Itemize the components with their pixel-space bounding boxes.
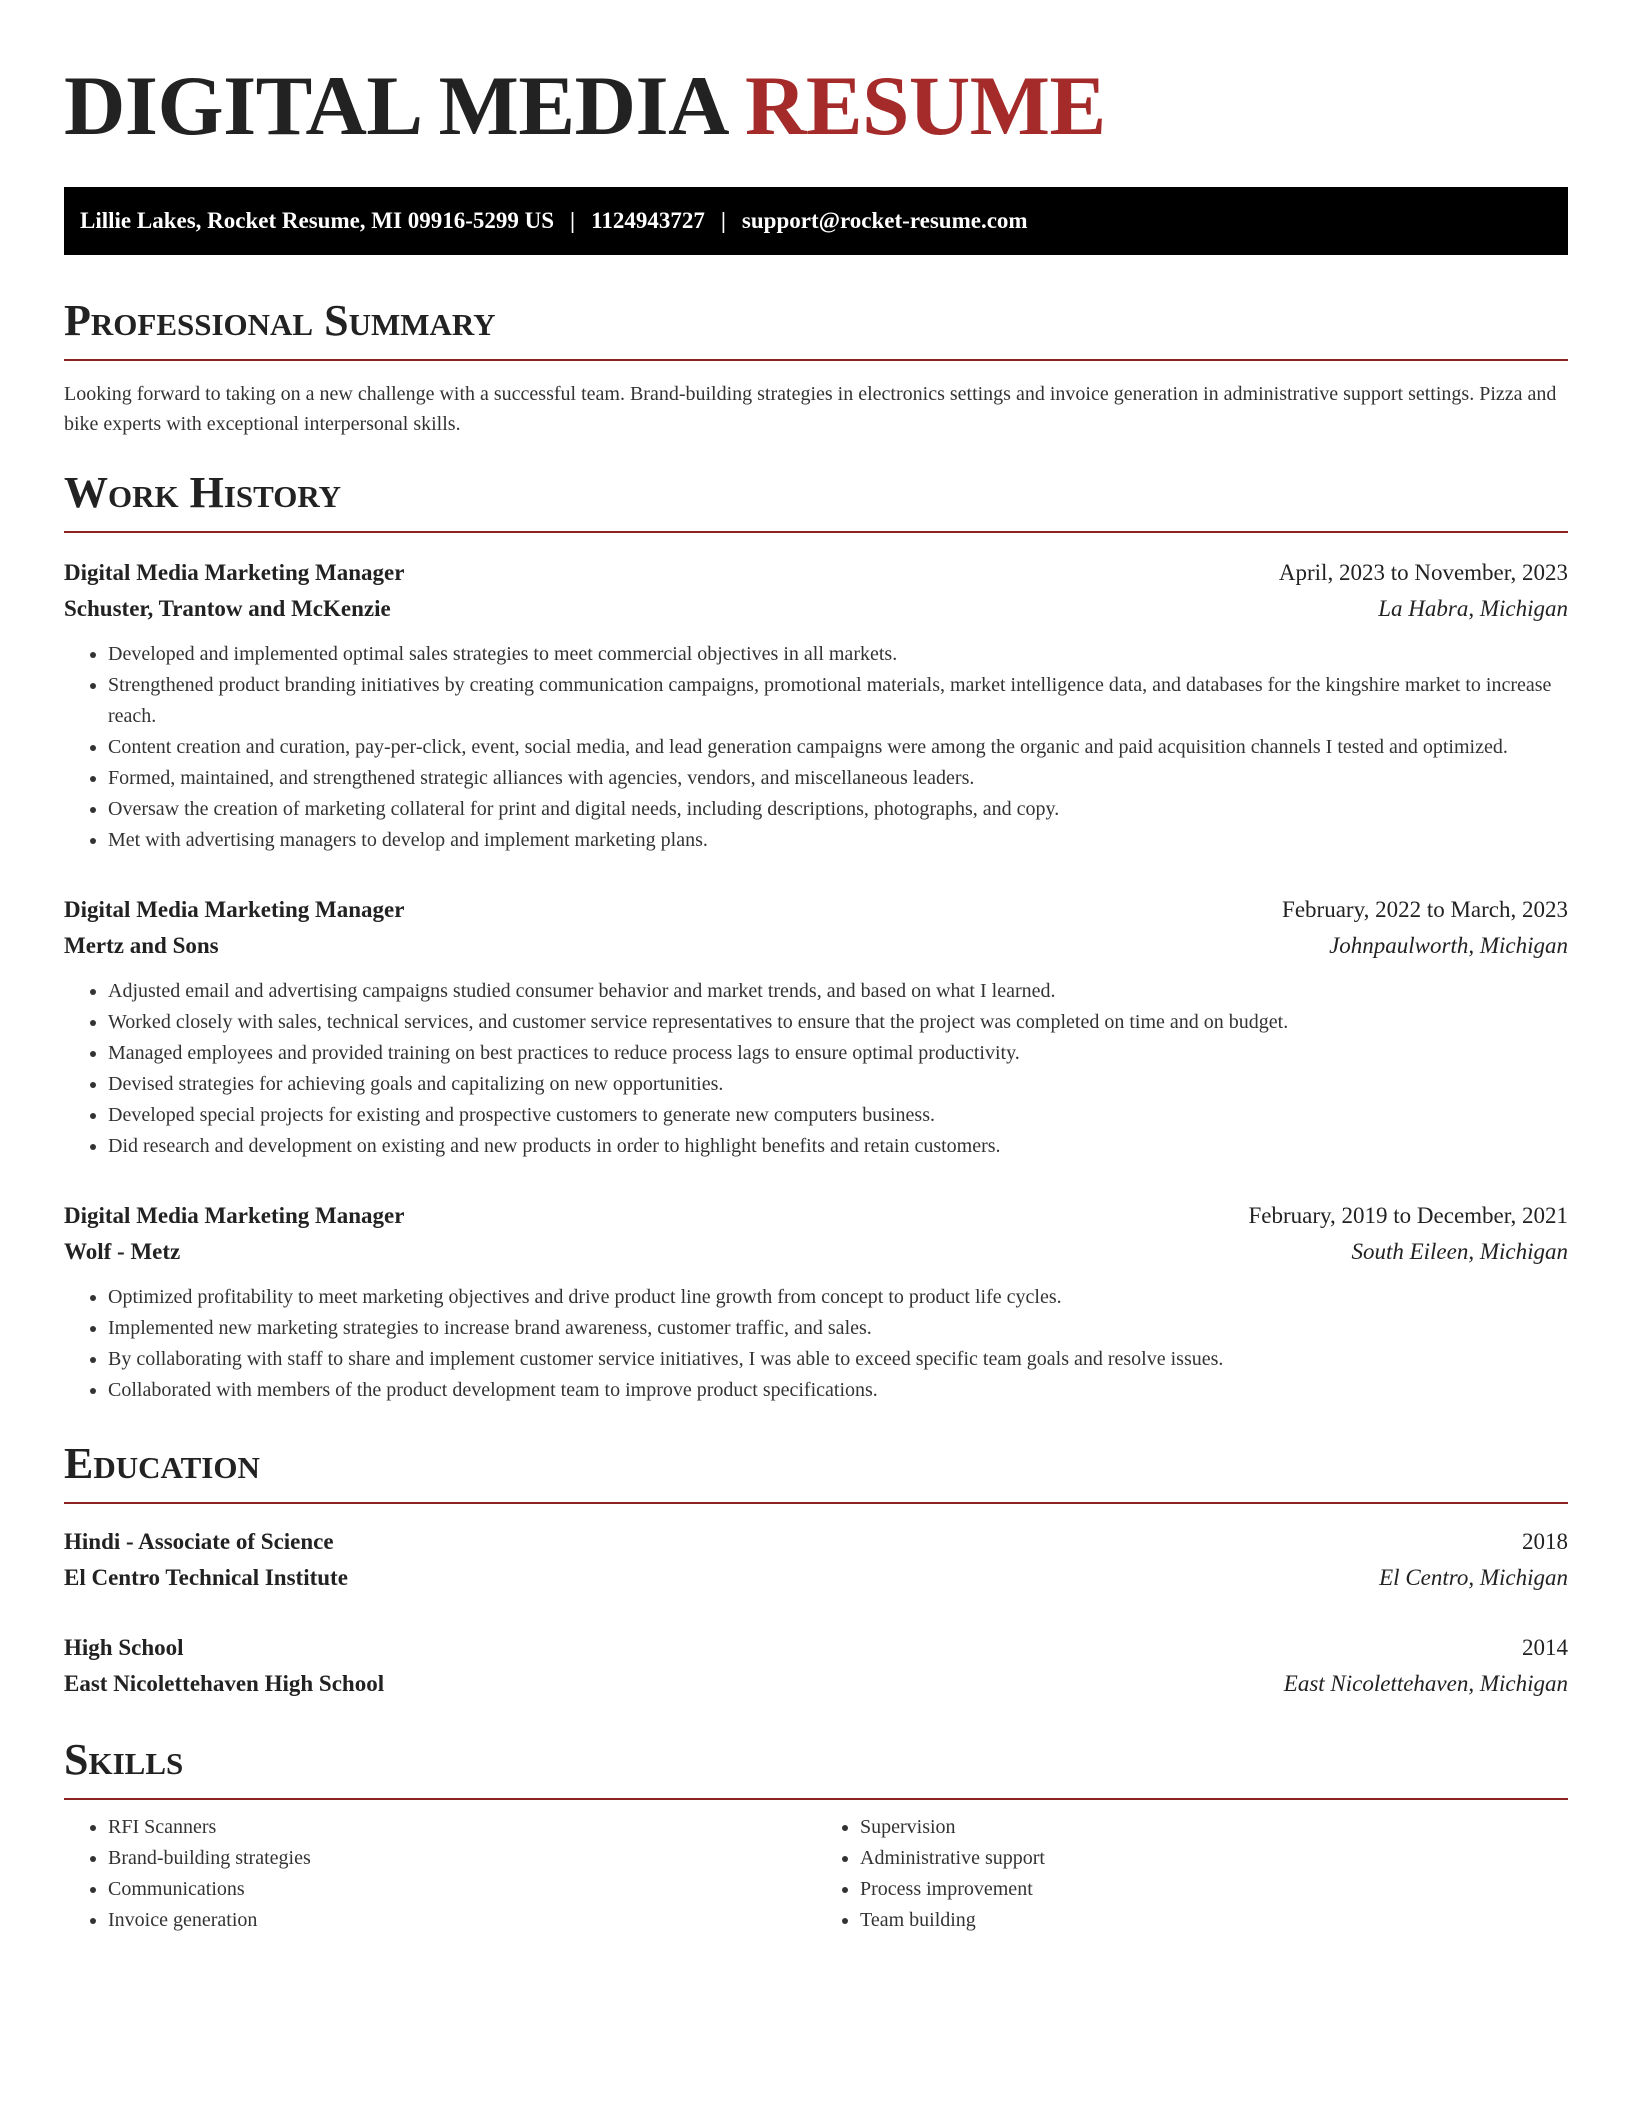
job-title: Digital Media Marketing Manager xyxy=(64,560,405,585)
job-bullet: • Worked closely with sales, technical services, and customer service representatives to ensure that the project was completed on time and on budget. xyxy=(108,1007,1568,1038)
summary-text: Looking forward to taking on a new challenge with a successful team. Brand-building strategies in electronics settings and invoice generation in administrative support settings. Pizza and bike experts with exceptional interpersonal skills. xyxy=(64,383,1557,435)
education-degree: Hindi - Associate of Science xyxy=(64,1529,334,1554)
summary-section xyxy=(64,296,1568,439)
section-heading-skills: Skills xyxy=(64,1735,184,1784)
job-location: Johnpaulworth, Michigan xyxy=(1329,933,1568,958)
job-company: Schuster, Trantow and McKenzie xyxy=(64,596,391,621)
job-company-row xyxy=(64,1234,1568,1270)
job-bullet: • Collaborated with members of the product development team to improve product specifications. xyxy=(108,1375,1568,1406)
job-bullet: • Content creation and curation, pay-per-click, event, social media, and lead generation campaigns were among the organic and paid acquisition channels I tested and optimized. xyxy=(108,732,1568,763)
job-bullet: • Oversaw the creation of marketing collateral for print and digital needs, including descriptions, photographs, and copy. xyxy=(108,794,1568,825)
education-degree-row xyxy=(64,1524,1568,1560)
section-heading-education: Education xyxy=(64,1439,260,1488)
education-degree: High School xyxy=(64,1635,184,1660)
education-location: El Centro, Michigan xyxy=(1379,1565,1568,1590)
education-school-row xyxy=(64,1666,1568,1702)
job-title: Digital Media Marketing Manager xyxy=(64,1203,405,1228)
job-bullet: • Managed employees and provided training on best practices to reduce process lags to ensure optimal productivity. xyxy=(108,1038,1568,1069)
job-dates: April, 2023 to November, 2023 xyxy=(1278,560,1568,585)
job-location: South Eileen, Michigan xyxy=(1351,1239,1568,1264)
job-bullet: • Strengthened product branding initiatives by creating communication campaigns, promotional materials, market intelligence data, and databases for the kingshire market to increase reach. xyxy=(108,670,1568,732)
skill-item: • Communications xyxy=(108,1874,816,1905)
job-bullet: • By collaborating with staff to share and implement customer service initiatives, I was able to exceed specific team goals and resolve issues. xyxy=(108,1344,1568,1375)
job-bullets xyxy=(64,639,1568,856)
skill-item: • Invoice generation xyxy=(108,1905,816,1936)
education-section xyxy=(64,1439,1568,1702)
job-title: Digital Media Marketing Manager xyxy=(64,897,405,922)
section-heading-work-history: Work History xyxy=(64,468,342,517)
job-bullet: • Developed and implemented optimal sales strategies to meet commercial objectives in all markets. xyxy=(108,639,1568,670)
section-heading-summary: Professional Summary xyxy=(64,296,496,345)
education-entry xyxy=(64,1630,1568,1702)
work-history-section xyxy=(64,468,1568,1406)
education-school-row xyxy=(64,1560,1568,1596)
contact-separator: | xyxy=(720,208,726,233)
job-bullet: • Did research and development on existing and new products in order to highlight benefits and retain customers. xyxy=(108,1131,1568,1162)
education-entry xyxy=(64,1524,1568,1596)
job-dates: February, 2019 to December, 2021 xyxy=(1248,1203,1568,1228)
job-dates: February, 2022 to March, 2023 xyxy=(1282,897,1568,922)
job-company: Wolf - Metz xyxy=(64,1239,181,1264)
job-bullet: • Optimized profitability to meet marketing objectives and drive product line growth from concept to product life cycles. xyxy=(108,1282,1568,1313)
education-degree-row xyxy=(64,1630,1568,1666)
contact-email: support@rocket-resume.com xyxy=(741,208,1028,233)
job-bullet: • Adjusted email and advertising campaigns studied consumer behavior and market trends, and based on what I learned. xyxy=(108,976,1568,1007)
title-accent: RESUME xyxy=(745,59,1106,153)
education-location: East Nicolettehaven, Michigan xyxy=(1283,1671,1568,1696)
contact-separator: | xyxy=(570,208,576,233)
skill-item: • Administrative support xyxy=(860,1843,1568,1874)
skills-list-left xyxy=(64,1812,816,1936)
education-year: 2018 xyxy=(1522,1529,1568,1554)
section-divider xyxy=(64,359,1568,361)
job-company-row xyxy=(64,928,1568,964)
job-bullets xyxy=(64,1282,1568,1406)
skills-columns xyxy=(64,1812,1568,1936)
job-entry xyxy=(64,892,1568,1162)
job-entry xyxy=(64,555,1568,856)
skills-list-right xyxy=(816,1812,1568,1936)
job-entry xyxy=(64,1198,1568,1406)
section-divider xyxy=(64,1798,1568,1800)
job-bullet: • Devised strategies for achieving goals and capitalizing on new opportunities. xyxy=(108,1069,1568,1100)
skill-item: • Supervision xyxy=(860,1812,1568,1843)
job-bullet: • Developed special projects for existing and prospective customers to generate new computers business. xyxy=(108,1100,1568,1131)
job-bullets xyxy=(64,976,1568,1162)
job-header-row xyxy=(64,892,1568,928)
contact-address: Lillie Lakes, Rocket Resume, MI 09916-5299 US xyxy=(80,208,555,233)
education-year: 2014 xyxy=(1522,1635,1568,1660)
skill-item: • Team building xyxy=(860,1905,1568,1936)
education-school: El Centro Technical Institute xyxy=(64,1565,348,1590)
skill-item: • Brand-building strategies xyxy=(108,1843,816,1874)
skills-section xyxy=(64,1735,1568,1936)
job-bullet: • Implemented new marketing strategies to increase brand awareness, customer traffic, and sales. xyxy=(108,1313,1568,1344)
job-location: La Habra, Michigan xyxy=(1378,596,1568,621)
resume-title xyxy=(64,59,1568,153)
job-bullet: • Met with advertising managers to develop and implement marketing plans. xyxy=(108,825,1568,856)
job-header-row xyxy=(64,1198,1568,1234)
skill-item: • RFI Scanners xyxy=(108,1812,816,1843)
job-company-row xyxy=(64,591,1568,627)
job-company: Mertz and Sons xyxy=(64,933,219,958)
job-header-row xyxy=(64,555,1568,591)
contact-phone: 1124943727 xyxy=(591,208,705,233)
section-divider xyxy=(64,531,1568,533)
section-divider xyxy=(64,1502,1568,1504)
job-bullet: • Formed, maintained, and strengthened strategic alliances with agencies, vendors, and miscellaneous leaders. xyxy=(108,763,1568,794)
contact-bar xyxy=(64,187,1568,255)
skill-item: • Process improvement xyxy=(860,1874,1568,1905)
title-main: DIGITAL MEDIA xyxy=(64,59,725,153)
education-school: East Nicolettehaven High School xyxy=(64,1671,385,1696)
